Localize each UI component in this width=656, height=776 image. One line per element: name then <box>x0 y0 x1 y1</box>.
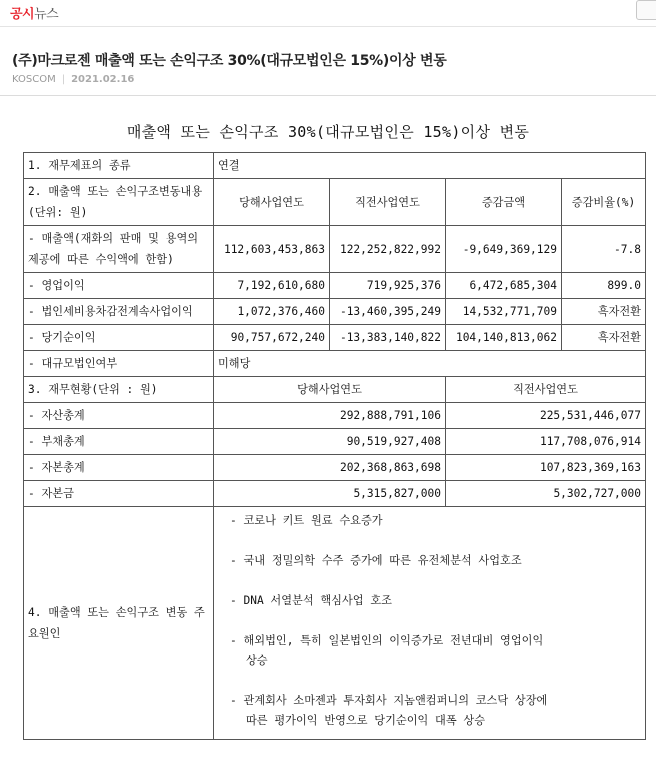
table-cell-value: 5,302,727,000 <box>446 481 646 507</box>
table-cell-label: - 매출액(재화의 판매 및 용역의 제공에 따른 수익액에 한함) <box>24 226 214 273</box>
column-header: 직전사업연도 <box>330 179 446 226</box>
meta-separator: | <box>61 74 66 85</box>
cause-item <box>230 551 639 571</box>
column-header: 증감비율(%) <box>562 179 646 226</box>
table-cell-value: 719,925,376 <box>330 273 446 299</box>
table-cell-label: 4. 매출액 또는 손익구조 변동 주요원인 <box>24 507 214 740</box>
table-cell-label: - 당기순이익 <box>24 325 214 351</box>
table-row <box>24 226 646 273</box>
document-title: 매출액 또는 손익구조 30%(대규모법인은 15%)이상 변동 <box>126 123 530 141</box>
column-header: 당해사업연도 <box>214 377 446 403</box>
table-cell-value: 292,888,791,106 <box>214 403 446 429</box>
table-cell-value: -7.8 <box>562 226 646 273</box>
cause-line: - 코로나 키트 원료 수요증가 <box>230 514 383 527</box>
cause-item <box>230 691 639 731</box>
cause-line-cont: 따른 평가이익 반영으로 당기순이익 대폭 상승 <box>246 714 486 727</box>
cause-line: - 관계회사 소마젠과 투자회사 지놈앤컴퍼니의 코스닥 상장에 <box>230 694 548 707</box>
table-cell-label: - 자산총계 <box>24 403 214 429</box>
table-cell-value: -9,649,369,129 <box>446 226 562 273</box>
table-cell-value: 5,315,827,000 <box>214 481 446 507</box>
table-cell-value: 90,519,927,408 <box>214 429 446 455</box>
table-cell-value: 122,252,822,992 <box>330 226 446 273</box>
table-cell-value: 1,072,376,460 <box>214 299 330 325</box>
logo-gray-text: 뉴스 <box>34 7 59 22</box>
table-cell-value: 14,532,771,709 <box>446 299 562 325</box>
site-logo[interactable] <box>10 3 58 22</box>
cause-item <box>230 511 639 531</box>
table-cell-value: -13,383,140,822 <box>330 325 446 351</box>
top-divider <box>0 26 656 27</box>
table-cell-value: 112,603,453,863 <box>214 226 330 273</box>
table-cell-value: 흑자전환 <box>562 325 646 351</box>
table-cell-value: 7,192,610,680 <box>214 273 330 299</box>
table-cell-value: 90,757,672,240 <box>214 325 330 351</box>
cause-item <box>230 591 639 611</box>
table-row <box>24 299 646 325</box>
article-date: 2021.02.16 <box>71 74 135 85</box>
table-cell-value: 연결 <box>214 153 646 179</box>
change-causes <box>214 507 646 740</box>
table-cell-label: 1. 재무제표의 종류 <box>24 153 214 179</box>
column-header: 직전사업연도 <box>446 377 646 403</box>
table-row <box>24 351 646 377</box>
logo-red-text: 공시 <box>10 7 35 22</box>
column-header: 당해사업연도 <box>214 179 330 226</box>
cause-item <box>230 631 639 671</box>
table-cell-label: - 부채총계 <box>24 429 214 455</box>
table-row <box>24 153 646 179</box>
table-cell-label: - 자본금 <box>24 481 214 507</box>
table-row <box>24 507 646 740</box>
cause-line: - DNA 서열분석 핵심사업 호조 <box>230 594 392 607</box>
cause-line: - 국내 정밀의학 수주 증가에 따른 유전체분석 사업호조 <box>230 554 522 567</box>
table-cell-value: 104,140,813,062 <box>446 325 562 351</box>
article-meta <box>12 74 134 85</box>
menu-button[interactable] <box>636 0 656 20</box>
table-cell-label: - 영업이익 <box>24 273 214 299</box>
meta-divider <box>0 95 656 96</box>
table-cell-value: 117,708,076,914 <box>446 429 646 455</box>
table-cell-value: 6,472,685,304 <box>446 273 562 299</box>
table-cell-label: - 자본총계 <box>24 455 214 481</box>
cause-line-cont: 상승 <box>246 654 268 667</box>
table-cell-value: -13,460,395,249 <box>330 299 446 325</box>
table-cell-label: 3. 재무현황(단위 : 원) <box>24 377 214 403</box>
table-cell-value: 899.0 <box>562 273 646 299</box>
column-header: 증감금액 <box>446 179 562 226</box>
disclosure-table <box>23 152 646 740</box>
cause-line: - 해외법인, 특히 일본법인의 이익증가로 전년대비 영업이익 <box>230 634 544 647</box>
table-cell-label: - 법인세비용차감전계속사업이익 <box>24 299 214 325</box>
table-row <box>24 429 646 455</box>
table-cell-value: 225,531,446,077 <box>446 403 646 429</box>
article-source: KOSCOM <box>12 74 56 85</box>
table-row <box>24 179 646 226</box>
table-cell-value: 흑자전환 <box>562 299 646 325</box>
table-row <box>24 455 646 481</box>
table-row <box>24 403 646 429</box>
table-row <box>24 481 646 507</box>
table-row <box>24 325 646 351</box>
article-headline: (주)마크로젠 매출액 또는 손익구조 30%(대규모법인은 15%)이상 변동 <box>12 53 447 69</box>
table-row <box>24 377 646 403</box>
table-cell-value: 미해당 <box>214 351 646 377</box>
table-cell-value: 202,368,863,698 <box>214 455 446 481</box>
top-bar <box>0 0 656 26</box>
table-cell-label: - 대규모법인여부 <box>24 351 214 377</box>
table-cell-label: 2. 매출액 또는 손익구조변동내용(단위: 원) <box>24 179 214 226</box>
table-cell-value: 107,823,369,163 <box>446 455 646 481</box>
table-row <box>24 273 646 299</box>
